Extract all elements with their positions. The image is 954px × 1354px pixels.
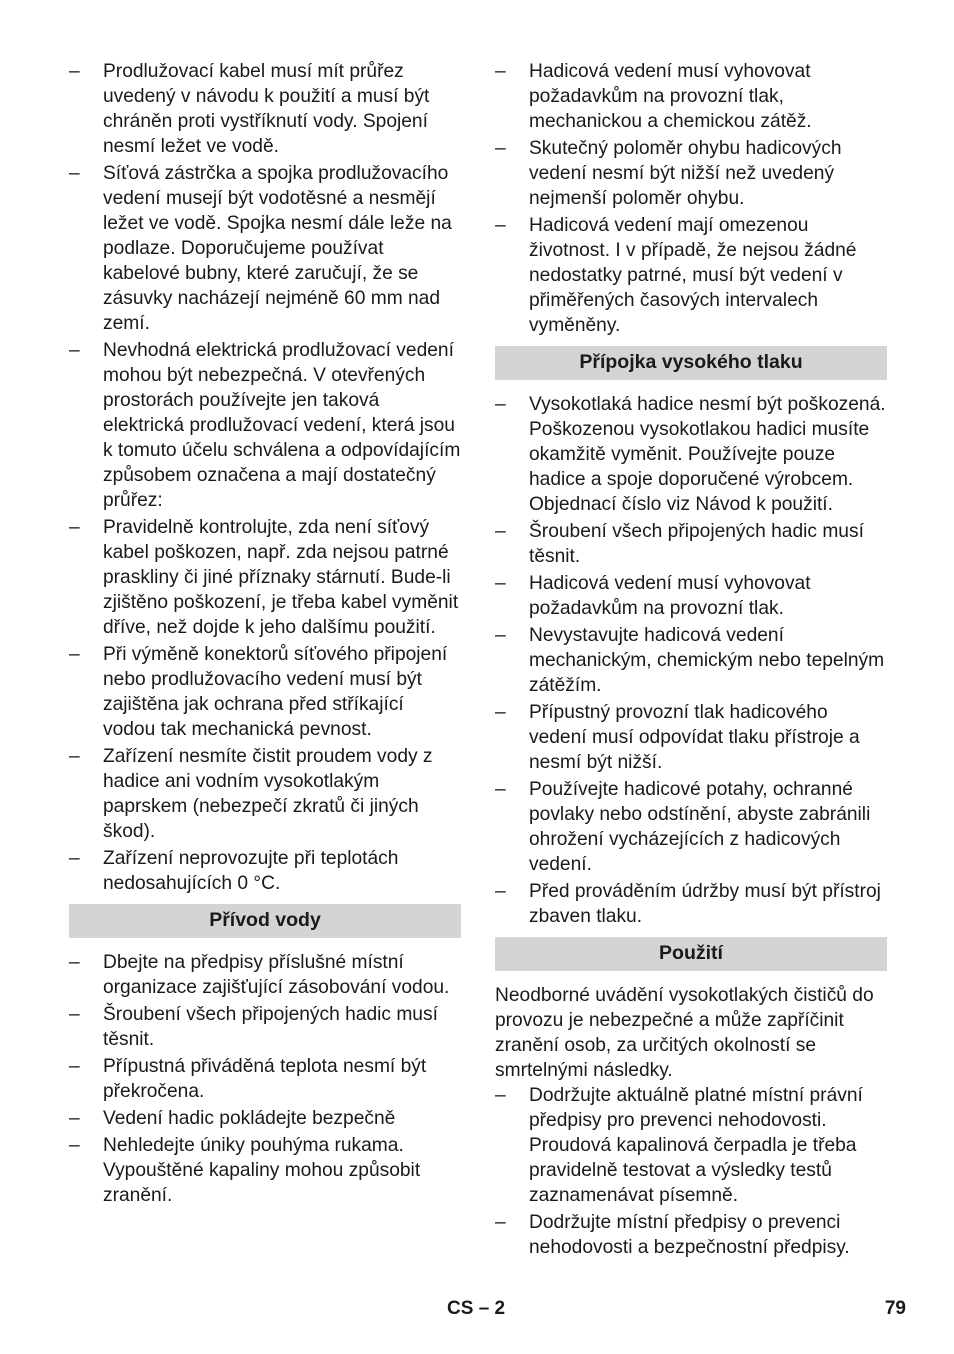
dash-bullet: –: [495, 1085, 506, 1106]
use-list: [495, 1083, 887, 1260]
dash-bullet: –: [495, 138, 506, 159]
left-column: [69, 59, 461, 1210]
section-heading-high-pressure: Přípojka vysokého tlaku: [495, 346, 887, 380]
dash-bullet: –: [495, 1212, 506, 1233]
dash-bullet: –: [69, 517, 80, 538]
list-item: – Dodržujte místní předpisy o prevenci nehodovosti a bezpečnostní předpisy.: [495, 1212, 850, 1258]
list-item: – Přípustný provozní tlak hadicového vedení musí odpovídat tlaku přístroje a nesmí být nižší.: [495, 702, 860, 773]
list-item: – Zařízení neprovozujte při teplotách nedosahujících 0 °C.: [69, 848, 399, 894]
footer-language-section: [447, 1298, 505, 1320]
right-list-top: [495, 59, 887, 338]
list-item: – Vedení hadic pokládejte bezpečně: [69, 1108, 396, 1129]
list-item: – Zařízení nesmíte čistit proudem vody z hadice ani vodním vysokotlakým paprskem (nebezpečí zkratů či jiných škod).: [69, 746, 433, 842]
dash-bullet: –: [69, 952, 80, 973]
list-item: – Hadicová vedení musí vyhovovat požadavkům na provozní tlak, mechanickou a chemickou zátěž.: [495, 61, 812, 132]
list-item: – Používejte hadicové potahy, ochranné povlaky nebo odstínění, abyste zabránili ohrožení vycházejících z hadicových vedení.: [495, 779, 871, 875]
footer-page-number: 79: [884, 1298, 906, 1319]
section-heading-water-supply: Přívod vody: [69, 904, 461, 938]
dash-bullet: –: [69, 1108, 80, 1129]
dash-bullet: –: [495, 625, 506, 646]
list-item: – Šroubení všech připojených hadic musí těsnit.: [69, 1004, 438, 1050]
dash-bullet: –: [495, 573, 506, 594]
list-item: – Nevhodná elektrická prodlužovací vedení mohou být nebezpečná. V otevřených prostorách používejte jen taková elektrická prodlužovací vedení, která jsou k tomuto účelu schválena a odpovídajícím způsobem označena a mají dostatečný průřez:: [69, 340, 461, 511]
list-item: – Při výměně konektorů síťového připojení nebo prodlužovacího vedení musí být zajištěna jak ochrana před stříkající vodou tak mechanická pevnost.: [69, 644, 448, 740]
dash-bullet: –: [495, 61, 506, 82]
water-supply-list: [69, 950, 461, 1208]
list-item: – Šroubení všech připojených hadic musí těsnit.: [495, 521, 864, 567]
dash-bullet: –: [495, 779, 506, 800]
list-item: – Vysokotlaká hadice nesmí být poškozená. Poškozenou vysokotlakou hadici musíte okamžitě vyměnit. Používejte pouze hadice a spoje doporučené výrobcem. Objednací číslo viz Návod k použití.: [495, 394, 886, 515]
list-item: – Hadicová vedení musí vyhovovat požadavkům na provozní tlak.: [495, 573, 811, 619]
dash-bullet: –: [69, 746, 80, 767]
right-column: [495, 59, 887, 1262]
dash-bullet: –: [495, 215, 506, 236]
list-item: – Dbejte na předpisy příslušné místní organizace zajišťující zásobování vodou.: [69, 952, 450, 998]
left-list-top: [69, 59, 461, 896]
list-item: – Pravidelně kontrolujte, zda není síťový kabel poškozen, např. zda nejsou patrné praskliny či jiné příznaky stárnutí. Bude-li zjištěno poškození, je třeba kabel vyměnit dříve, než dojde k jeho dalšímu použití.: [69, 517, 459, 638]
list-item: – Síťová zástrčka a spojka prodlužovacího vedení musejí být vodotěsné a nesmějí ležet ve vodě. Spojka nesmí dále leže na podlaze. Doporučujeme používat kabelové bubny, které zaručují, že se zásuvky nacházejí nejméně 60 mm nad zemí.: [69, 163, 452, 334]
dash-bullet: –: [495, 394, 506, 415]
list-item: – Hadicová vedení mají omezenou životnost. I v případě, že nejsou žádné nedostatky patrné, musí být vedení v přiměřených časových intervalech vyměněny.: [495, 215, 857, 336]
list-item: – Skutečný poloměr ohybu hadicových vedení nesmí být nižší než uvedený nejmenší poloměr ohybu.: [495, 138, 842, 209]
dash-bullet: –: [69, 644, 80, 665]
list-item: – Před prováděním údržby musí být přístroj zbaven tlaku.: [495, 881, 881, 927]
use-intro-paragraph: Neodborné uvádění vysokotlakých čističů do provozu je nebezpečné a může zapříčinit zranění osob, za určitých okolností se smrtelnými následky.: [495, 985, 874, 1081]
footer-section-page: – 2: [478, 1298, 506, 1319]
list-item: – Nevystavujte hadicová vedení mechanickým, chemickým nebo tepelným zátěžím.: [495, 625, 885, 696]
dash-bullet: –: [495, 881, 506, 902]
dash-bullet: –: [69, 1135, 80, 1156]
dash-bullet: –: [495, 521, 506, 542]
list-item: – Dodržujte aktuálně platné místní právní předpisy pro prevenci nehodovosti. Proudová kapalinová čerpadla je třeba pravidelně testovat a výsledky testů zaznamenávat písemně.: [495, 1085, 863, 1206]
dash-bullet: –: [69, 340, 80, 361]
high-pressure-list: [495, 392, 887, 929]
dash-bullet: –: [69, 61, 80, 82]
list-item: – Prodlužovací kabel musí mít průřez uvedený v návodu k použití a musí být chráněn proti vystříknutí vody. Spojení nesmí ležet ve vodě.: [69, 61, 430, 157]
dash-bullet: –: [69, 848, 80, 869]
dash-bullet: –: [495, 702, 506, 723]
list-item: – Nehledejte úniky pouhýma rukama. Vypouštěné kapaliny mohou způsobit zranění.: [69, 1135, 421, 1206]
dash-bullet: –: [69, 1004, 80, 1025]
section-heading-use: Použití: [495, 937, 887, 971]
dash-bullet: –: [69, 1056, 80, 1077]
dash-bullet: –: [69, 163, 80, 184]
footer-lang-code: CS: [447, 1298, 474, 1319]
list-item: – Přípustná přiváděná teplota nesmí být překročena.: [69, 1056, 427, 1102]
